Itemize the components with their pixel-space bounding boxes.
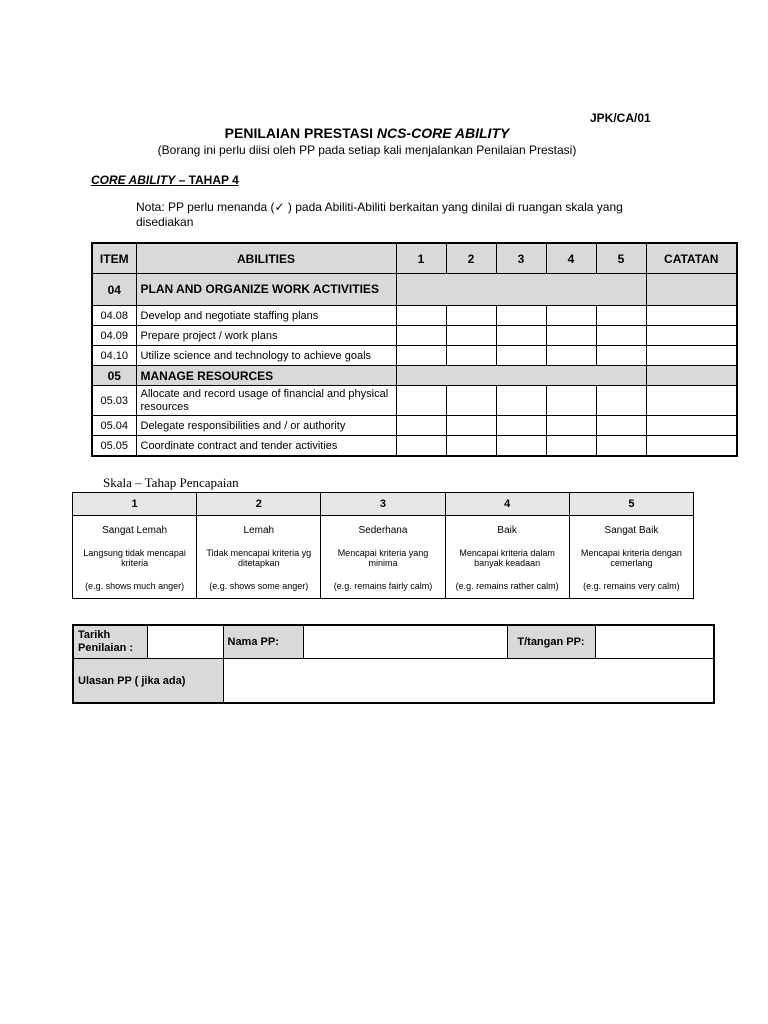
table-row xyxy=(92,346,737,366)
header-scale-1: 1 xyxy=(396,243,446,274)
document-reference: JPK/CA/01 xyxy=(590,111,651,125)
group-title: PLAN AND ORGANIZE WORK ACTIVITIES xyxy=(136,274,396,306)
group-code: 04 xyxy=(92,274,136,306)
group-code: 05 xyxy=(92,366,136,386)
form-subtitle: (Borang ini perlu diisi oleh PP pada setiap kali menjalankan Penilaian Prestasi) xyxy=(157,143,577,157)
row-code: 05.03 xyxy=(92,386,136,416)
scale-example-1: (e.g. shows much anger) xyxy=(73,574,197,599)
scale-desc-5: Mencapai kriteria dengan cemerlang xyxy=(569,542,693,574)
group-catatan-cell xyxy=(646,366,737,386)
scale-example-2: (e.g. shows some anger) xyxy=(197,574,321,599)
ttangan-field[interactable] xyxy=(595,625,714,659)
scale-example-3: (e.g. remains fairly calm) xyxy=(321,574,445,599)
table-row xyxy=(92,306,737,326)
section-heading-italic: CORE ABILITY xyxy=(91,173,176,187)
instruction-note: Nota: PP perlu menanda (✓ ) pada Abiliti-Abiliti berkaitan yang dinilai di ruangan skala yang disediakan xyxy=(136,200,623,229)
tarikh-field[interactable] xyxy=(147,625,223,659)
header-abilities: ABILITIES xyxy=(136,243,396,274)
section-heading xyxy=(91,173,239,187)
catatan-cell[interactable] xyxy=(646,386,737,416)
rating-cell-1[interactable] xyxy=(396,416,446,436)
rating-cell-4[interactable] xyxy=(546,326,596,346)
table-row xyxy=(92,436,737,457)
catatan-cell[interactable] xyxy=(646,326,737,346)
rating-cell-2[interactable] xyxy=(446,416,496,436)
scale-label-5: Sangat Baik xyxy=(569,516,693,543)
row-ability: Utilize science and technology to achieve goals xyxy=(136,346,396,366)
rating-cell-3[interactable] xyxy=(496,436,546,457)
group-title: MANAGE RESOURCES xyxy=(136,366,396,386)
section-heading-rest: – TAHAP 4 xyxy=(175,173,239,187)
rating-cell-5[interactable] xyxy=(596,326,646,346)
rating-cell-1[interactable] xyxy=(396,346,446,366)
scale-example-4: (e.g. remains rather calm) xyxy=(445,574,569,599)
catatan-cell[interactable] xyxy=(646,346,737,366)
scale-num-5: 5 xyxy=(569,493,693,516)
table-row xyxy=(92,326,737,346)
rating-cell-4[interactable] xyxy=(546,306,596,326)
scale-example-5: (e.g. remains very calm) xyxy=(569,574,693,599)
abilities-table xyxy=(91,242,738,457)
rating-cell-3[interactable] xyxy=(496,326,546,346)
rating-cell-4[interactable] xyxy=(546,436,596,457)
header-scale-4: 4 xyxy=(546,243,596,274)
catatan-cell[interactable] xyxy=(646,436,737,457)
scale-table xyxy=(72,492,694,599)
rating-cell-1[interactable] xyxy=(396,326,446,346)
scale-title: Skala – Tahap Pencapaian xyxy=(103,475,239,490)
scale-label-3: Sederhana xyxy=(321,516,445,543)
rating-cell-4[interactable] xyxy=(546,346,596,366)
rating-cell-2[interactable] xyxy=(446,306,496,326)
title-plain: PENILAIAN PRESTASI xyxy=(224,125,377,141)
assessment-footer xyxy=(72,624,715,704)
row-ability: Prepare project / work plans xyxy=(136,326,396,346)
ttangan-label: T/tangan PP: xyxy=(507,625,595,659)
row-code: 04.09 xyxy=(92,326,136,346)
catatan-cell[interactable] xyxy=(646,306,737,326)
row-ability: Delegate responsibilities and / or authority xyxy=(136,416,396,436)
rating-cell-3[interactable] xyxy=(496,416,546,436)
row-ability: Develop and negotiate staffing plans xyxy=(136,306,396,326)
group-row xyxy=(92,274,737,306)
group-scale-cell xyxy=(396,274,646,306)
scale-label-row xyxy=(73,516,694,543)
rating-cell-1[interactable] xyxy=(396,436,446,457)
scale-desc-3: Mencapai kriteria yang minima xyxy=(321,542,445,574)
form-title xyxy=(0,125,734,141)
scale-header-row xyxy=(73,493,694,516)
rating-cell-5[interactable] xyxy=(596,346,646,366)
scale-desc-1: Langsung tidak mencapai kriteria xyxy=(73,542,197,574)
rating-cell-1[interactable] xyxy=(396,306,446,326)
row-code: 05.05 xyxy=(92,436,136,457)
rating-cell-3[interactable] xyxy=(496,386,546,416)
scale-num-3: 3 xyxy=(321,493,445,516)
table-header-row xyxy=(92,243,737,274)
group-row xyxy=(92,366,737,386)
header-scale-5: 5 xyxy=(596,243,646,274)
rating-cell-3[interactable] xyxy=(496,346,546,366)
rating-cell-5[interactable] xyxy=(596,386,646,416)
scale-label-2: Lemah xyxy=(197,516,321,543)
group-scale-cell xyxy=(396,366,646,386)
header-scale-3: 3 xyxy=(496,243,546,274)
header-scale-2: 2 xyxy=(446,243,496,274)
rating-cell-1[interactable] xyxy=(396,386,446,416)
scale-desc-row xyxy=(73,542,694,574)
rating-cell-4[interactable] xyxy=(546,386,596,416)
title-italic: NCS-CORE ABILITY xyxy=(376,125,510,141)
footer-row-1 xyxy=(73,625,714,659)
scale-desc-4: Mencapai kriteria dalam banyak keadaan xyxy=(445,542,569,574)
rating-cell-5[interactable] xyxy=(596,306,646,326)
scale-num-4: 4 xyxy=(445,493,569,516)
rating-cell-2[interactable] xyxy=(446,436,496,457)
row-ability: Allocate and record usage of financial and physical resources xyxy=(136,386,396,416)
table-row xyxy=(92,416,737,436)
rating-cell-2[interactable] xyxy=(446,386,496,416)
header-item: ITEM xyxy=(92,243,136,274)
ulasan-label: Ulasan PP ( jika ada) xyxy=(73,659,223,704)
row-code: 04.08 xyxy=(92,306,136,326)
scale-label-1: Sangat Lemah xyxy=(73,516,197,543)
rating-cell-3[interactable] xyxy=(496,306,546,326)
table-row xyxy=(92,386,737,416)
rating-cell-5[interactable] xyxy=(596,436,646,457)
scale-example-row xyxy=(73,574,694,599)
nama-field[interactable] xyxy=(303,625,507,659)
scale-num-2: 2 xyxy=(197,493,321,516)
scale-desc-2: Tidak mencapai kriteria yg ditetapkan xyxy=(197,542,321,574)
row-ability: Coordinate contract and tender activities xyxy=(136,436,396,457)
footer-row-2 xyxy=(73,659,714,704)
rating-cell-2[interactable] xyxy=(446,346,496,366)
rating-cell-5[interactable] xyxy=(596,416,646,436)
group-catatan-cell xyxy=(646,274,737,306)
catatan-cell[interactable] xyxy=(646,416,737,436)
scale-label-4: Baik xyxy=(445,516,569,543)
row-code: 05.04 xyxy=(92,416,136,436)
rating-cell-2[interactable] xyxy=(446,326,496,346)
rating-cell-4[interactable] xyxy=(546,416,596,436)
row-code: 04.10 xyxy=(92,346,136,366)
ulasan-field[interactable] xyxy=(223,659,714,704)
scale-num-1: 1 xyxy=(73,493,197,516)
tarikh-label: Tarikh Penilaian : xyxy=(73,625,147,659)
header-catatan: CATATAN xyxy=(646,243,737,274)
nama-label: Nama PP: xyxy=(223,625,303,659)
